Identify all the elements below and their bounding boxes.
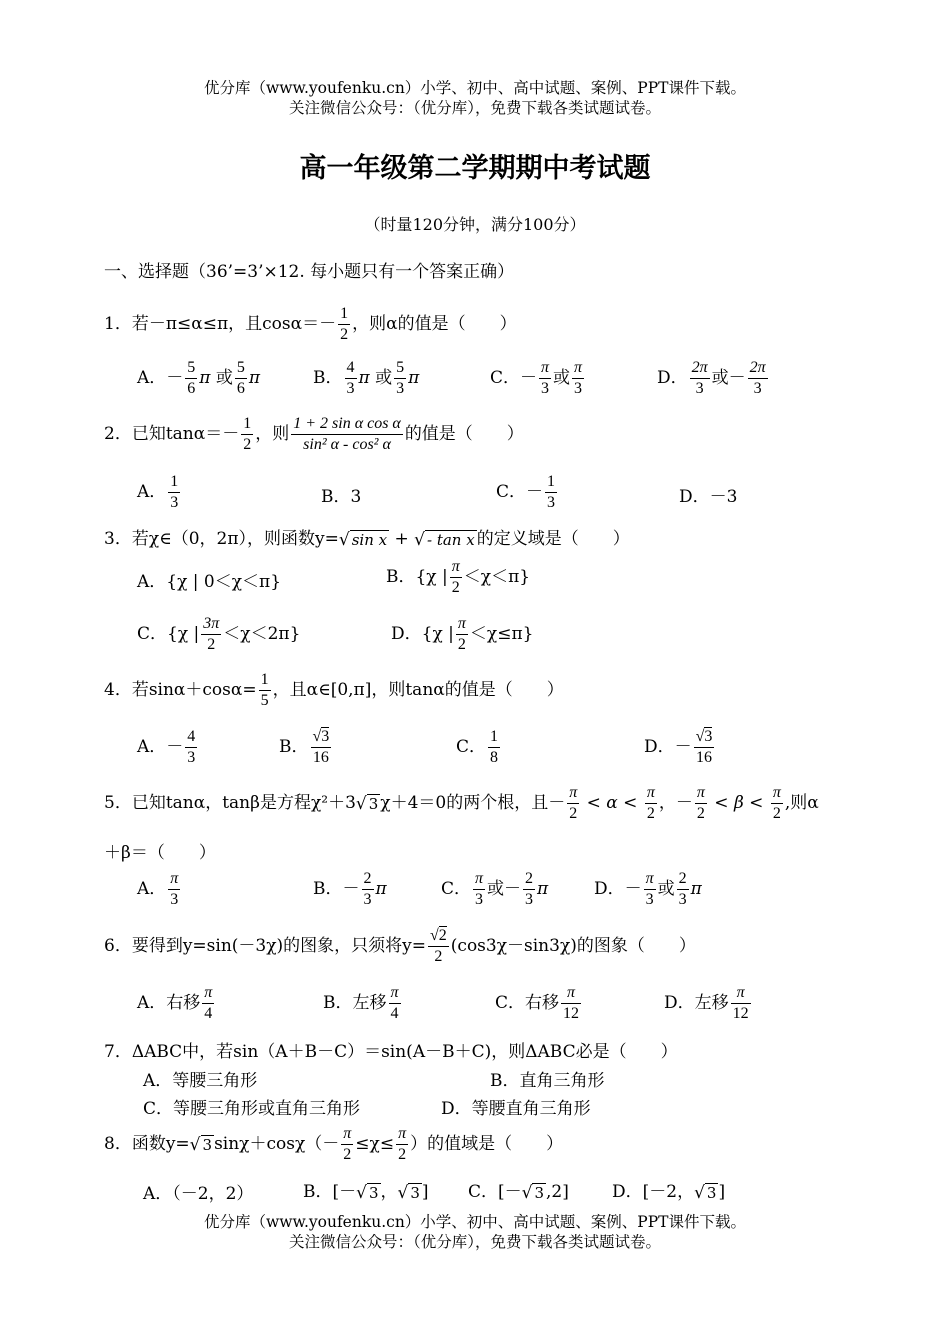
question-6: 6．要得到y=sin(－3χ)的图象，只须将y= $\frac{√2}{2}$ (cos3χ－sin3χ)的图象（ ） xyxy=(104,927,696,965)
question-3: 3．若χ∈（0，2π），则函数y=√ sin x + √ - tan x 的定义域是（ ） xyxy=(104,529,630,550)
question-4: 4．若sinα＋cosα= $\frac{1}{5}$ ，且α∈[0,π]，则tanα的值是（ ） xyxy=(104,671,564,709)
q8-option-c[interactable]: C．[－√ 3 ,2] xyxy=(468,1182,569,1203)
q8-option-d[interactable]: D．[－2，√ 3 ] xyxy=(612,1182,726,1203)
q3-option-c[interactable]: C．{χ | $\frac{3\pi}{2}$ ＜χ＜2π} xyxy=(137,615,301,653)
footer-line-1: 优分库（www.youfenku.cn）小学、初中、高中试题、案例、PPT课件下载。 xyxy=(203,1213,747,1231)
q6-option-c[interactable]: C．右移 $\frac{\pi}{12}$ xyxy=(495,984,580,1022)
q7-option-c[interactable]: C．等腰三角形或直角三角形 xyxy=(143,1099,361,1119)
q2-option-b[interactable]: B．3 xyxy=(321,487,362,507)
q6-option-b[interactable]: B．左移 $\frac{\pi}{4}$ xyxy=(323,984,399,1022)
q8-option-a[interactable]: A．（－2，2） xyxy=(143,1184,254,1204)
question-1: 1．若－π≤α≤π，且cosα＝－ $\frac{1}{2}$ ，则α的值是（ ） xyxy=(104,305,517,343)
question-2: 2．已知tanα＝－ $\frac{1}{2}$ ，则 $\frac{\text{1 + 2 sin α cos α}}{\text{sin² α - cos² α}}$ 的值是（ ） xyxy=(104,415,524,453)
q1-option-b[interactable]: B． $\frac{4}{3}$ π 或 $\frac{5}{3}$ π xyxy=(313,359,420,397)
header-line-1: 优分库（www.youfenku.cn）小学、初中、高中试题、案例、PPT课件下载。 xyxy=(203,79,747,97)
q1-option-c[interactable]: C．－ $\frac{\pi}{3}$ 或 $\frac{\pi}{3}$ xyxy=(490,359,583,397)
q1-option-d[interactable]: D． $\frac{2\pi}{3}$ 或－ $\frac{2\pi}{3}$ xyxy=(657,359,766,397)
q7-option-d[interactable]: D．等腰直角三角形 xyxy=(441,1099,591,1119)
header-line-2: 关注微信公众号：（优分库），免费下载各类试题试卷。 xyxy=(288,99,661,117)
q3-option-d[interactable]: D．{χ | $\frac{\pi}{2}$ ＜χ≤π} xyxy=(391,615,534,653)
q7-option-b[interactable]: B．直角三角形 xyxy=(490,1071,605,1091)
q5-option-a[interactable]: A． $\frac{\pi}{3}$ xyxy=(137,870,179,908)
question-8: 8．函数y=√ 3 sinχ＋cosχ（－ $\frac{\pi}{2}$ ≤χ≤ $\frac{\pi}{2}$ ）的值域是（ ） xyxy=(104,1125,564,1163)
q4-option-d[interactable]: D．－ $\frac{√3}{16}$ xyxy=(644,728,713,766)
q7-option-a[interactable]: A．等腰三角形 xyxy=(143,1071,258,1091)
q5-option-c[interactable]: C． $\frac{\pi}{3}$ 或－ $\frac{2}{3}$ π xyxy=(441,870,549,908)
q8-option-b[interactable]: B．[－√ 3 ，√ 3 ] xyxy=(303,1182,429,1203)
q4-option-a[interactable]: A．－ $\frac{4}{3}$ xyxy=(137,728,196,766)
q4-option-b[interactable]: B． $\frac{√3}{16}$ xyxy=(279,728,330,766)
q5-option-b[interactable]: B．－ $\frac{2}{3}$ π xyxy=(313,870,387,908)
q2-option-d[interactable]: D．－3 xyxy=(679,487,738,507)
q4-option-c[interactable]: C． $\frac{1}{8}$ xyxy=(456,728,499,766)
page-subtitle: （时量120分钟，满分100分） xyxy=(364,215,586,234)
q2-option-a[interactable]: A． $\frac{1}{3}$ xyxy=(137,473,179,511)
question-7: 7．ΔABC中，若sin（A＋B－C）＝sin(A－B＋C)，则ΔABC必是（ ） xyxy=(104,1042,678,1062)
q1-option-a[interactable]: A．－ $\frac{5}{6}$ π 或 $\frac{5}{6}$ π xyxy=(137,359,261,397)
footer-line-2: 关注微信公众号：（优分库），免费下载各类试题试卷。 xyxy=(288,1233,661,1251)
section-heading: 一、选择题（36’=3’×12. 每小题只有一个答案正确） xyxy=(104,262,515,282)
q3-option-b[interactable]: B．{χ | $\frac{\pi}{2}$ ＜χ＜π} xyxy=(386,558,531,596)
page-title: 高一年级第二学期期中考试题 xyxy=(299,153,651,184)
q3-option-a[interactable]: A．{χ | 0＜χ＜π} xyxy=(137,572,282,592)
q6-option-a[interactable]: A．右移 $\frac{\pi}{4}$ xyxy=(137,984,213,1022)
question-5-cont: ＋β＝（ ） xyxy=(104,843,216,863)
question-5: 5．已知tanα，tanβ是方程χ²＋3√ 3 χ＋4＝0的两个根，且－ $\frac{\pi}{2}$ < α < $\frac{\pi}{2}$ ，－ $\frac{\pi}{2}$ < β < $\frac{\pi}{2}$ ,则α xyxy=(104,784,819,822)
q6-option-d[interactable]: D．左移 $\frac{\pi}{12}$ xyxy=(664,984,749,1022)
q5-option-d[interactable]: D．－ $\frac{\pi}{3}$ 或 $\frac{2}{3}$ π xyxy=(594,870,702,908)
q2-option-c[interactable]: C．－ $\frac{1}{3}$ xyxy=(496,473,556,511)
